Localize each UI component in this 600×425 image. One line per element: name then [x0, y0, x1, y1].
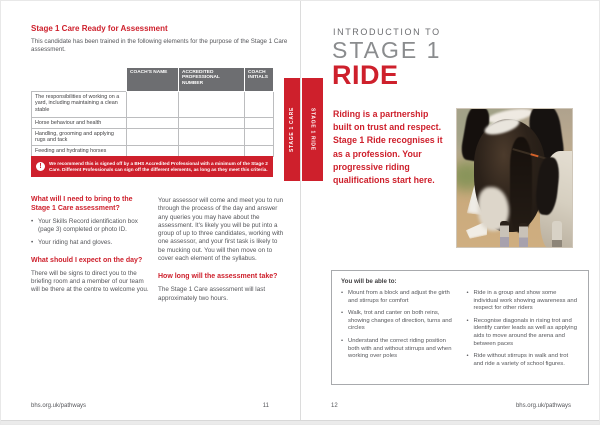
table-row [32, 129, 274, 146]
list-item: • Your riding hat and gloves. [31, 239, 152, 247]
left-page-heading: Stage 1 Care Ready for Assessment [31, 24, 168, 33]
page-bottom-edge [1, 420, 600, 425]
table-header-row [32, 68, 274, 92]
recommendation-text: We recommend this is signed off by a BHS Accredited Professional with a minimum of the Stage 2 Care. Different Professionals can sign off the different elements, as long as they meet this criteria. [49, 160, 268, 172]
list-item: • Understand the correct riding position both with and without stirrups and when working over poles [341, 338, 454, 361]
kicker-introduction-to: INTRODUCTION TO [333, 27, 441, 37]
lede-paragraph: Riding is a partnership built on trust and respect. Stage 1 Ride recognises it as a profession. Your progressive riding qualifications start here. [333, 109, 443, 186]
section-body-duration: The Stage 1 Care assessment will last approximately two hours. [158, 286, 266, 302]
footer-url-left[interactable]: bhs.org.uk/pathways [31, 403, 87, 409]
ability-column-2 [467, 290, 580, 373]
section-heading-expect: What should I expect on the day? [31, 256, 143, 264]
ability-box [331, 270, 589, 385]
left-column-b [158, 197, 285, 307]
photo-horse-leg [500, 221, 509, 248]
table-row [32, 118, 274, 129]
section-body-expect: There will be signs to direct you to the briefing room and a member of our team will be there at the centre to welcome you. [31, 269, 149, 294]
table-cell-empty [179, 129, 245, 146]
horse-and-rider-photo [456, 108, 573, 248]
ability-columns [341, 290, 579, 373]
table-cell-empty [127, 92, 179, 118]
list-item: • Your Skills Record identification box (page 3) completed or photo ID. [31, 218, 152, 235]
list-item: • Recognise diagonals in rising trot and identify canter leads as well as applying aids to move around the arena and between paces [467, 318, 580, 348]
table-header-coach-initials: COACH INITIALS [245, 68, 274, 92]
table-header-ap-number: ACCREDITED PROFESSIONAL NUMBER [179, 68, 245, 92]
section-heading-duration: How long will the assessment take? [158, 273, 278, 281]
table-cell-empty [179, 92, 245, 118]
section-heading-bring: What will I need to bring to the Stage 1 Care assessment? [31, 196, 133, 212]
page-gutter [300, 1, 301, 420]
page-number-right: 12 [331, 403, 338, 409]
table-row-label: Handling, grooming and applying rugs and tack [32, 129, 127, 146]
table-header-blank [32, 68, 127, 92]
table-row-label: Horse behaviour and health [32, 118, 127, 129]
title-stage-1: STAGE 1 [332, 37, 442, 63]
table-cell-empty [245, 118, 274, 129]
list-item: • Mount from a block and adjust the girth and stirrups for comfort [341, 290, 454, 305]
assessor-paragraph: Your assessor will come and meet you to run through the process of the day and answer any queries you may have about the assessment. It's likely you will be put into a group of up to three candidates, working with one assessor, and your first task is likely to be mucking out. You will then move on to cover each element of the syllabus. [158, 197, 284, 263]
table-cell-empty [179, 118, 245, 129]
table-cell-empty [127, 129, 179, 146]
title-ride: RIDE [332, 60, 399, 90]
ability-column-1 [341, 290, 454, 373]
assessment-signoff-table [31, 67, 274, 157]
table-cell-empty [245, 129, 274, 146]
photo-grey-horse-leg [552, 221, 562, 248]
recommendation-banner [31, 156, 273, 177]
list-item: • Ride without stirrups in walk and trot and ride a variety of school figures. [467, 353, 580, 368]
left-page-intro: This candidate has been trained in the following elements for the purpose of the Stage 1 Care assessment. [31, 38, 288, 53]
spine-tab-stage1-ride: STAGE 1 RIDE [302, 78, 323, 181]
page-number-left: 11 [262, 403, 269, 409]
warning-icon: ! [36, 162, 45, 171]
table-row-label: Feeding and hydrating horses [32, 146, 127, 157]
table-row-label: The responsibilities of working on a yard, including maintaining a clean stable [32, 92, 127, 118]
table-header-coach-name: COACH'S NAME [127, 68, 179, 92]
list-item: • Ride in a group and show some individual work showing awareness and respect for other riders [467, 290, 580, 313]
table-row [32, 92, 274, 118]
footer-url-right[interactable]: bhs.org.uk/pathways [515, 403, 571, 409]
left-column-a [31, 195, 152, 299]
spine-tab-stage1-care: STAGE 1 CARE [284, 78, 300, 181]
list-item: • Walk, trot and canter on both reins, showing changes of direction, turns and circles [341, 310, 454, 333]
ability-box-title: You will be able to: [341, 278, 397, 285]
photo-horse-leg [519, 223, 528, 248]
table-cell-empty [127, 118, 179, 129]
table-cell-empty [245, 92, 274, 118]
